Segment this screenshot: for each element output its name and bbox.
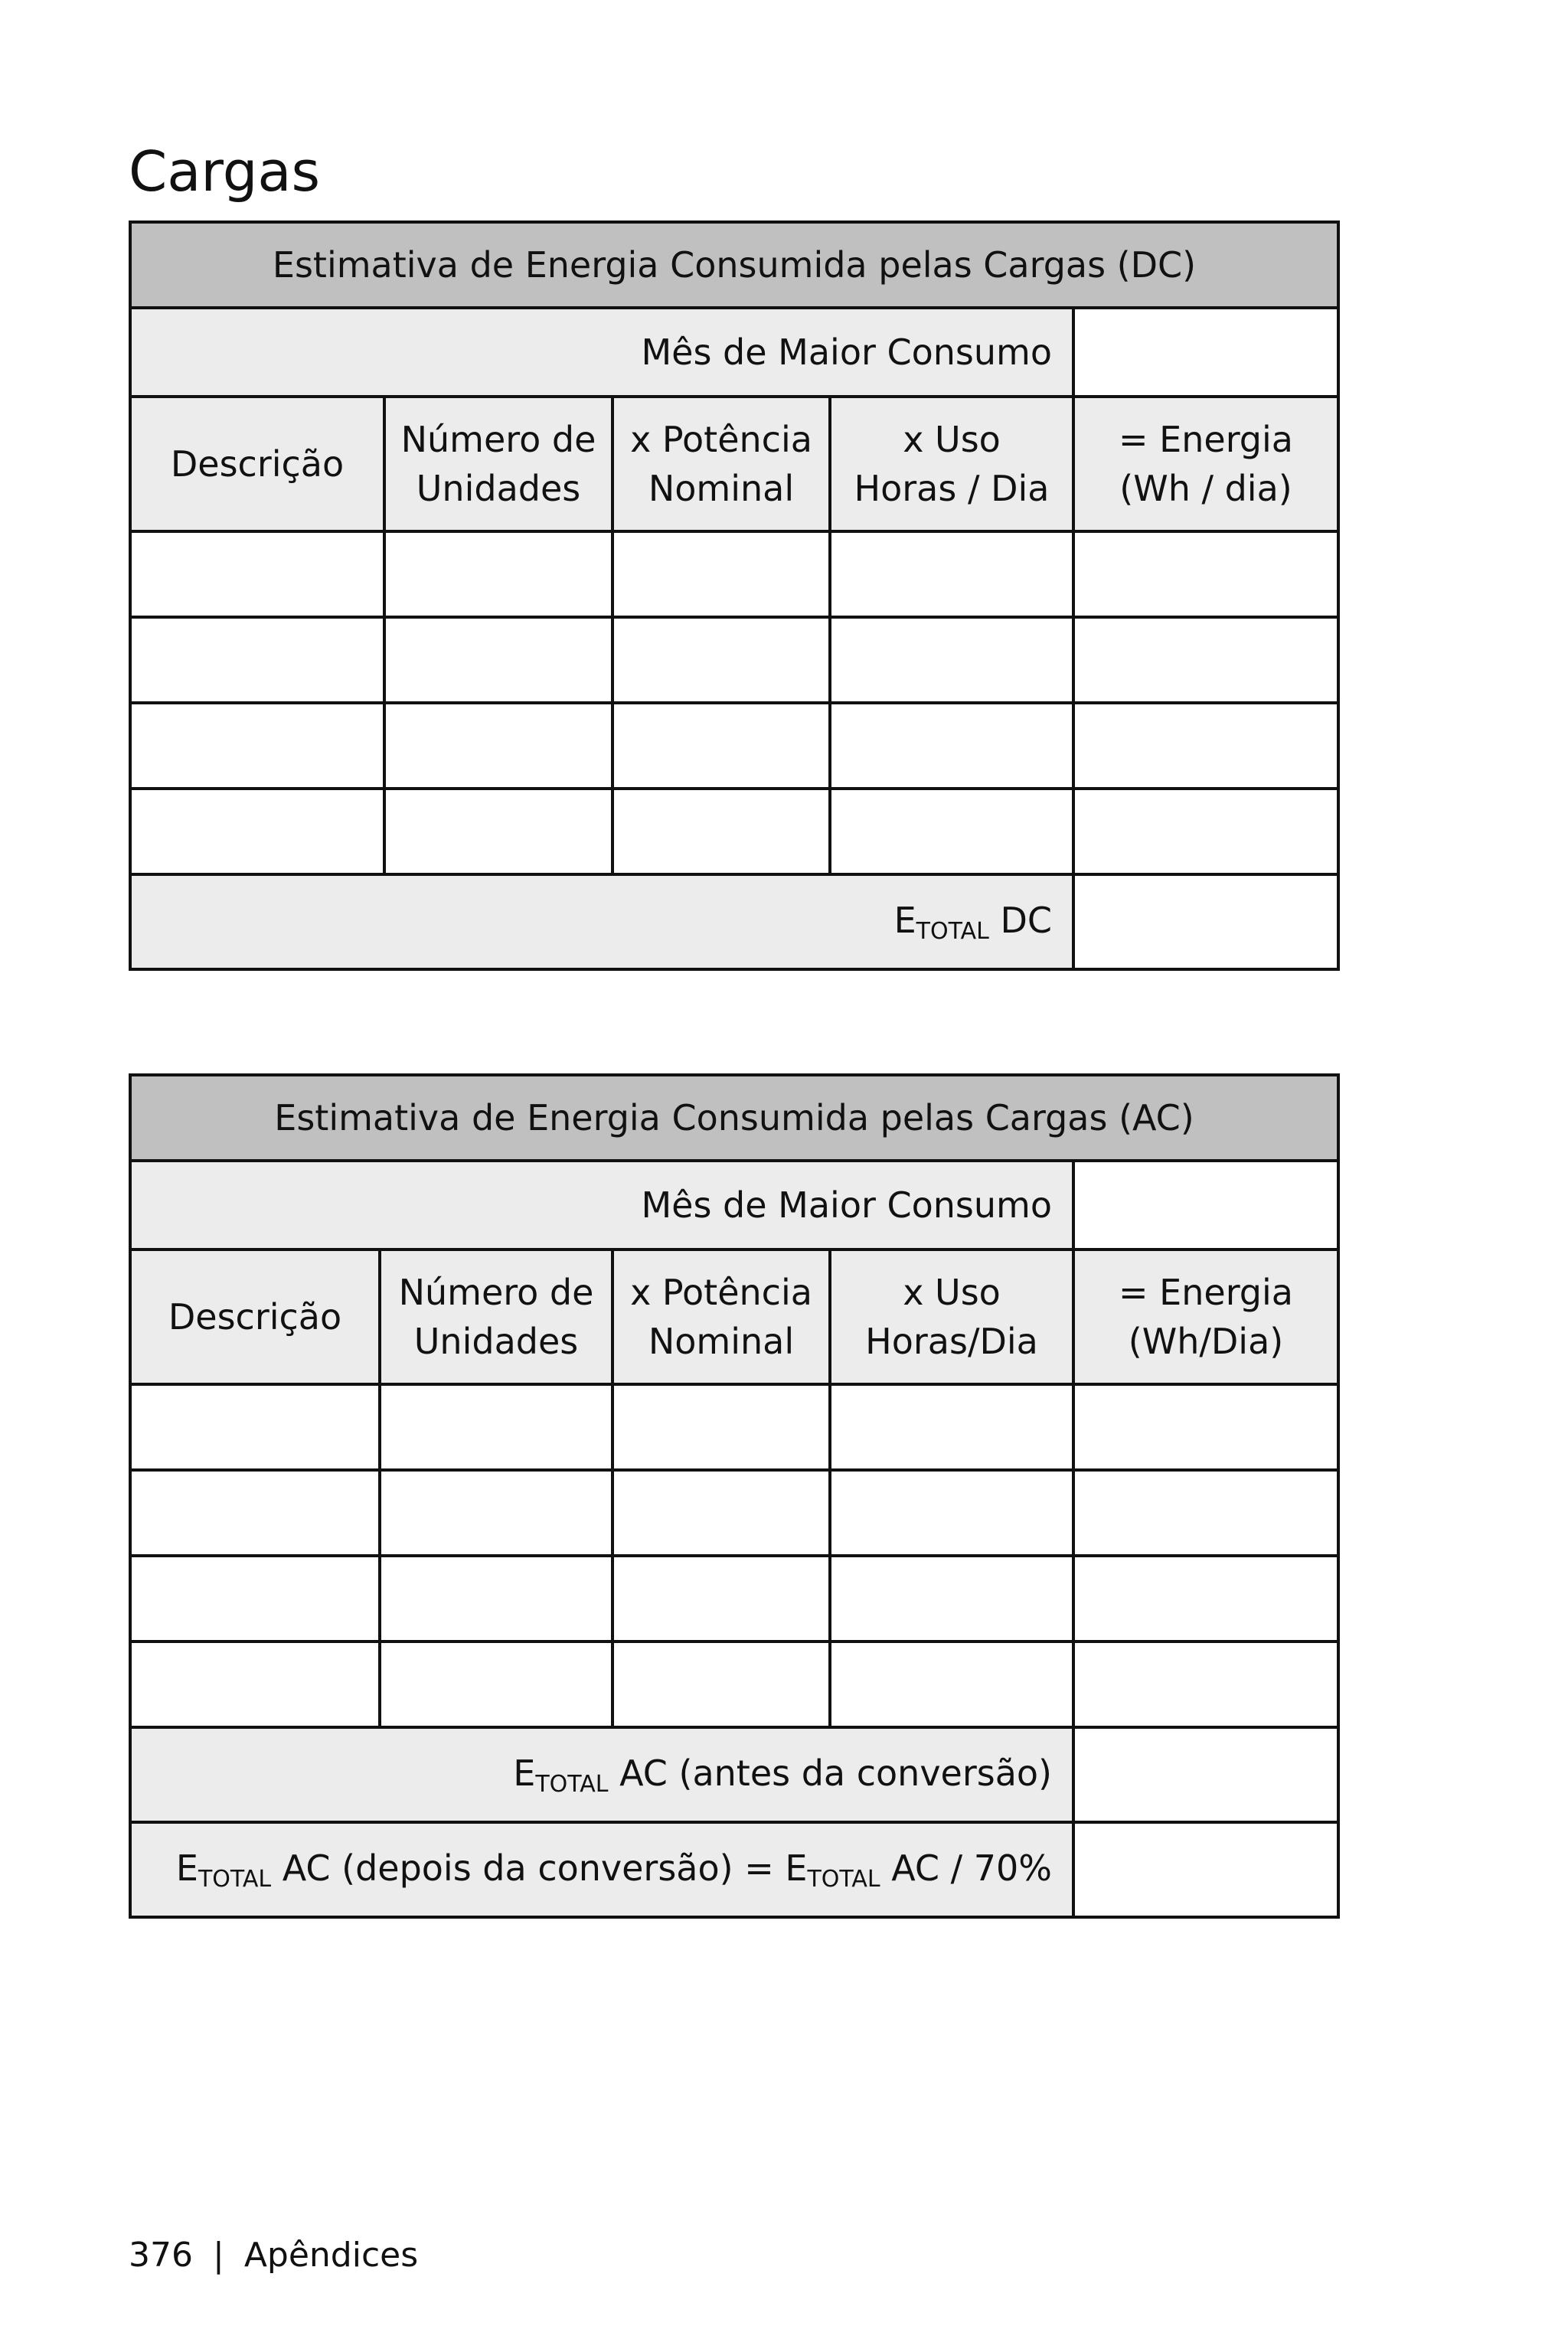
ac-table-row	[130, 1556, 1338, 1642]
dc-cell-description[interactable]	[130, 703, 384, 789]
ac-header-units: Número de Unidades	[380, 1250, 612, 1384]
ac-cell-power[interactable]	[612, 1384, 830, 1470]
ac-header-description: Descrição	[130, 1250, 380, 1384]
ac-header-power: x Potência Nominal	[612, 1250, 830, 1384]
ac-table-title: Estimativa de Energia Consumida pelas Cargas (AC)	[130, 1075, 1338, 1161]
ac-cell-description[interactable]	[130, 1642, 380, 1727]
page-number: 376	[129, 2236, 193, 2275]
ac-total-before-label: $E_{TOTAL}$ AC (antes da conversão)	[130, 1727, 1073, 1822]
dc-header-description: Descrição	[130, 397, 384, 531]
dc-header-units: Número de Unidades	[384, 397, 612, 531]
dc-cell-description[interactable]	[130, 531, 384, 617]
dc-cell-energy[interactable]	[1073, 703, 1338, 789]
dc-load-table	[129, 220, 1340, 971]
dc-header-power: x Potência Nominal	[612, 397, 830, 531]
dc-cell-power[interactable]	[612, 789, 830, 874]
ac-cell-energy[interactable]	[1073, 1470, 1338, 1556]
dc-cell-energy[interactable]	[1073, 617, 1338, 703]
ac-cell-power[interactable]	[612, 1470, 830, 1556]
ac-cell-units[interactable]	[380, 1556, 612, 1642]
ac-cell-hours[interactable]	[830, 1556, 1073, 1642]
dc-cell-units[interactable]	[384, 617, 612, 703]
dc-table-title: Estimativa de Energia Consumida pelas Cargas (DC)	[130, 222, 1338, 308]
ac-total-after-value-field[interactable]	[1073, 1822, 1338, 1917]
dc-cell-hours[interactable]	[830, 617, 1073, 703]
dc-table-row	[130, 531, 1338, 617]
ac-cell-energy[interactable]	[1073, 1384, 1338, 1470]
dc-table-row	[130, 789, 1338, 874]
dc-cell-hours[interactable]	[830, 703, 1073, 789]
dc-cell-hours[interactable]	[830, 531, 1073, 617]
dc-cell-units[interactable]	[384, 703, 612, 789]
dc-cell-units[interactable]	[384, 531, 612, 617]
ac-cell-hours[interactable]	[830, 1470, 1073, 1556]
section-name: Apêndices	[243, 2236, 419, 2275]
dc-header-hours: x Uso Horas / Dia	[830, 397, 1073, 531]
dc-cell-units[interactable]	[384, 789, 612, 874]
ac-cell-description[interactable]	[130, 1384, 380, 1470]
ac-cell-description[interactable]	[130, 1470, 380, 1556]
ac-total-after-label: $E_{TOTAL}$ AC (depois da conversão) = $E_{TOTAL}$ AC / 70%	[130, 1822, 1073, 1917]
ac-cell-units[interactable]	[380, 1642, 612, 1727]
ac-cell-energy[interactable]	[1073, 1642, 1338, 1727]
ac-header-energy: = Energia (Wh/Dia)	[1073, 1250, 1338, 1384]
ac-cell-hours[interactable]	[830, 1384, 1073, 1470]
dc-cell-energy[interactable]	[1073, 531, 1338, 617]
dc-month-value-field[interactable]	[1073, 308, 1338, 397]
dc-cell-description[interactable]	[130, 617, 384, 703]
ac-table-row	[130, 1470, 1338, 1556]
dc-cell-power[interactable]	[612, 703, 830, 789]
dc-table-row	[130, 617, 1338, 703]
ac-cell-power[interactable]	[612, 1642, 830, 1727]
dc-header-energy: = Energia (Wh / dia)	[1073, 397, 1338, 531]
ac-month-value-field[interactable]	[1073, 1161, 1338, 1250]
dc-total-label: $E_{TOTAL}$ DC	[130, 874, 1073, 969]
ac-cell-units[interactable]	[380, 1384, 612, 1470]
dc-total-value-field[interactable]	[1073, 874, 1338, 969]
page-footer	[129, 2234, 418, 2277]
footer-separator: |	[212, 2236, 224, 2275]
dc-cell-energy[interactable]	[1073, 789, 1338, 874]
ac-cell-units[interactable]	[380, 1470, 612, 1556]
dc-cell-power[interactable]	[612, 617, 830, 703]
ac-load-table	[129, 1073, 1340, 1919]
ac-cell-energy[interactable]	[1073, 1556, 1338, 1642]
ac-table-row	[130, 1642, 1338, 1727]
ac-cell-description[interactable]	[130, 1556, 380, 1642]
ac-total-before-value-field[interactable]	[1073, 1727, 1338, 1822]
dc-cell-hours[interactable]	[830, 789, 1073, 874]
ac-cell-power[interactable]	[612, 1556, 830, 1642]
dc-table-row	[130, 703, 1338, 789]
ac-table-row	[130, 1384, 1338, 1470]
dc-cell-power[interactable]	[612, 531, 830, 617]
ac-cell-hours[interactable]	[830, 1642, 1073, 1727]
ac-header-hours: x Uso Horas/Dia	[830, 1250, 1073, 1384]
page-title: Cargas	[129, 139, 321, 204]
ac-month-label: Mês de Maior Consumo	[130, 1161, 1073, 1250]
dc-month-label: Mês de Maior Consumo	[130, 308, 1073, 397]
dc-cell-description[interactable]	[130, 789, 384, 874]
